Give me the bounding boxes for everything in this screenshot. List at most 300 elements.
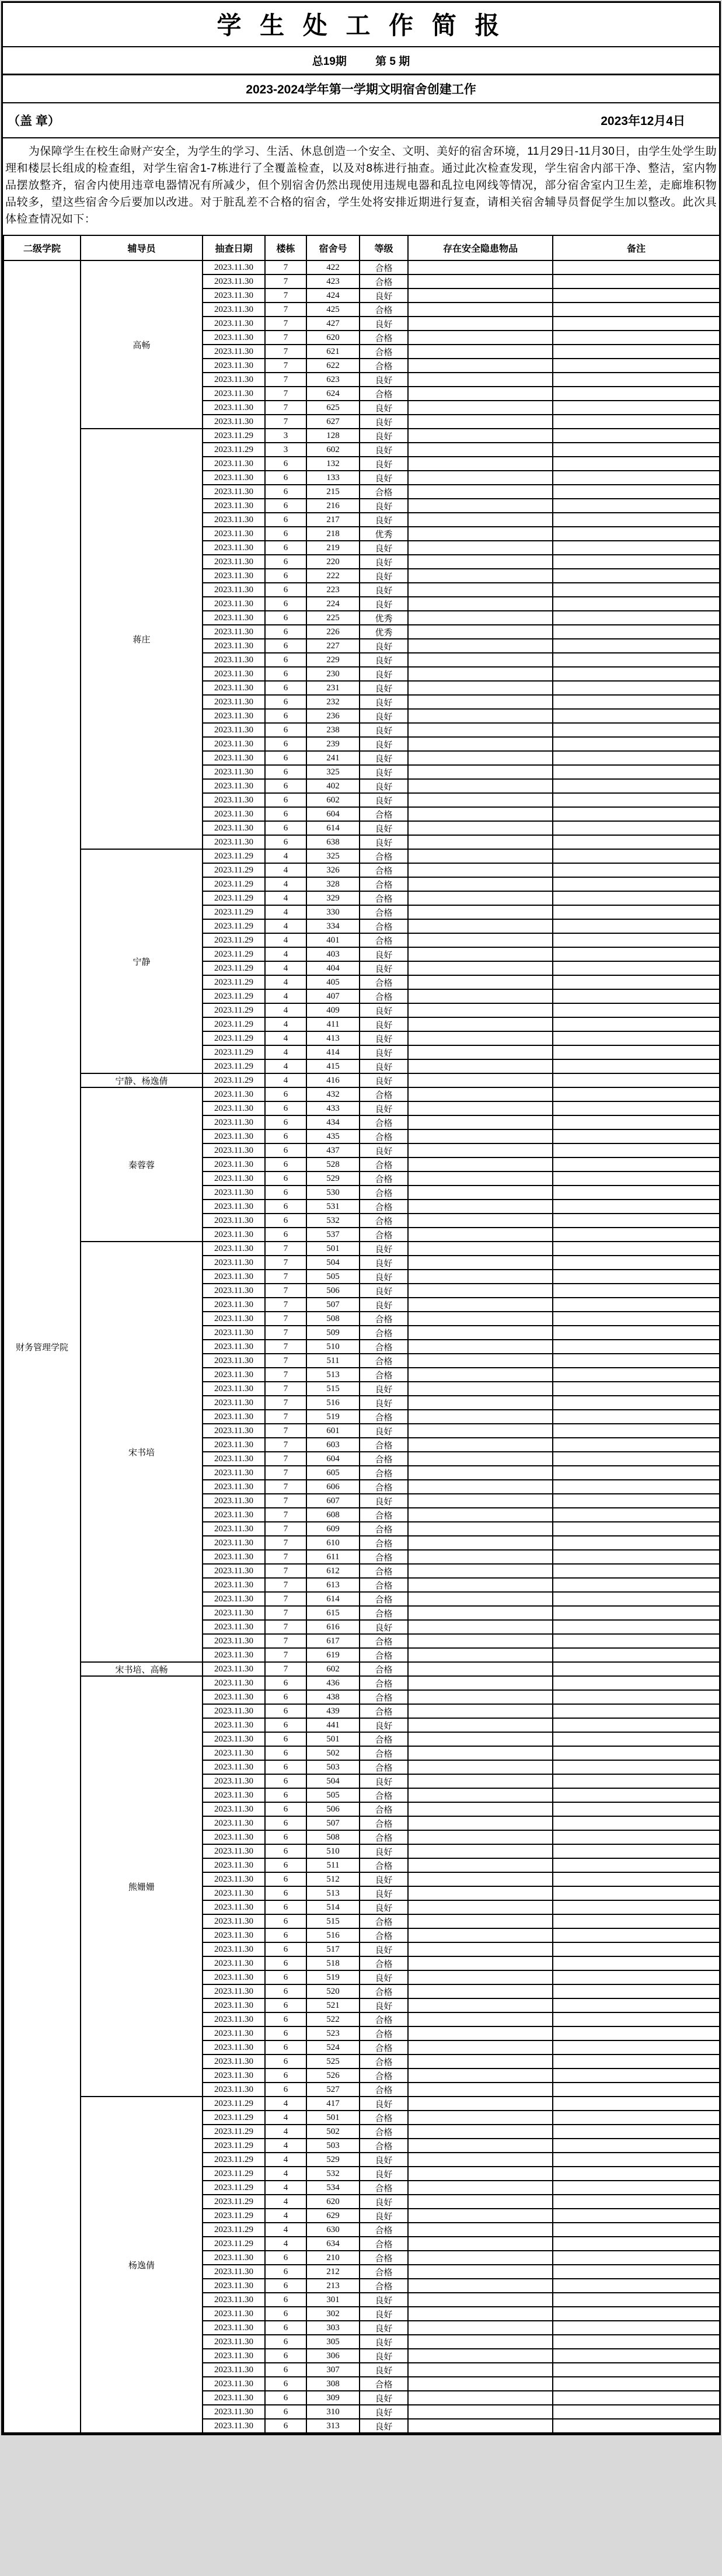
grade-cell: 合格	[360, 1186, 408, 1200]
date-cell: 2023.11.30	[203, 359, 265, 373]
room-cell: 524	[306, 2040, 360, 2054]
room-cell: 619	[306, 1648, 360, 1662]
grade-cell: 良好	[360, 1620, 408, 1634]
note-cell	[553, 2335, 720, 2349]
grade-cell: 合格	[360, 1984, 408, 1998]
note-cell	[553, 933, 720, 947]
room-cell: 602	[306, 443, 360, 457]
grade-cell: 合格	[360, 2069, 408, 2083]
note-cell	[553, 1326, 720, 1340]
date-cell: 2023.11.30	[203, 1087, 265, 1101]
counselor-cell: 蒋庄	[81, 429, 203, 849]
grade-cell: 良好	[360, 2405, 408, 2419]
grade-cell: 良好	[360, 288, 408, 303]
building-cell: 6	[265, 2293, 306, 2307]
room-cell: 303	[306, 2321, 360, 2335]
note-cell	[553, 1550, 720, 1564]
building-cell: 4	[265, 1017, 306, 1031]
date-cell: 2023.11.30	[203, 1662, 265, 1676]
date-cell: 2023.11.30	[203, 765, 265, 779]
room-cell: 537	[306, 1228, 360, 1242]
room-cell: 213	[306, 2279, 360, 2293]
date-cell: 2023.11.30	[203, 1872, 265, 1886]
date-cell: 2023.11.30	[203, 274, 265, 288]
grade-cell: 合格	[360, 1129, 408, 1143]
date-cell: 2023.11.30	[203, 1774, 265, 1788]
building-cell: 7	[265, 1354, 306, 1368]
room-cell: 422	[306, 260, 360, 274]
col-header-room: 宿舍号	[306, 235, 360, 260]
building-cell: 6	[265, 1942, 306, 1956]
date-cell: 2023.11.30	[203, 793, 265, 807]
note-cell	[553, 1256, 720, 1270]
grade-cell: 合格	[360, 2026, 408, 2040]
grade-cell: 合格	[360, 359, 408, 373]
note-cell	[553, 1732, 720, 1746]
date-cell: 2023.11.30	[203, 1242, 265, 1256]
date-cell: 2023.11.29	[203, 1003, 265, 1017]
grade-cell: 良好	[360, 2335, 408, 2349]
building-cell: 6	[265, 1760, 306, 1774]
room-cell: 519	[306, 1410, 360, 1424]
note-cell	[553, 821, 720, 835]
date-cell: 2023.11.30	[203, 667, 265, 681]
building-cell: 6	[265, 527, 306, 541]
date-cell: 2023.11.30	[203, 345, 265, 359]
note-cell	[553, 443, 720, 457]
building-cell: 6	[265, 1704, 306, 1718]
note-cell	[553, 1942, 720, 1956]
note-cell	[553, 513, 720, 527]
note-cell	[553, 2391, 720, 2405]
note-cell	[553, 387, 720, 401]
room-cell: 232	[306, 695, 360, 709]
room-cell: 620	[306, 331, 360, 345]
grade-cell: 良好	[360, 1382, 408, 1396]
hazard-cell	[408, 2097, 553, 2111]
grade-cell: 合格	[360, 2111, 408, 2125]
date-cell: 2023.11.30	[203, 1830, 265, 1844]
grade-cell: 良好	[360, 737, 408, 751]
grade-cell: 良好	[360, 779, 408, 793]
building-cell: 4	[265, 2139, 306, 2153]
date-cell: 2023.11.29	[203, 849, 265, 863]
building-cell: 6	[265, 2349, 306, 2363]
date-cell: 2023.11.29	[203, 443, 265, 457]
col-header-college: 二级学院	[4, 235, 81, 260]
date-cell: 2023.11.30	[203, 807, 265, 821]
building-cell: 7	[265, 1270, 306, 1284]
hazard-cell	[408, 1746, 553, 1760]
building-cell: 6	[265, 2251, 306, 2265]
date-cell: 2023.11.30	[203, 1606, 265, 1620]
room-cell: 509	[306, 1326, 360, 1340]
note-cell	[553, 1396, 720, 1410]
hazard-cell	[408, 1522, 553, 1536]
room-cell: 617	[306, 1634, 360, 1648]
hazard-cell	[408, 1508, 553, 1522]
date-cell: 2023.11.30	[203, 2293, 265, 2307]
room-cell: 529	[306, 1171, 360, 1186]
room-cell: 241	[306, 751, 360, 765]
note-cell	[553, 1466, 720, 1480]
grade-cell: 合格	[360, 1928, 408, 1942]
room-cell: 132	[306, 457, 360, 471]
grade-cell: 合格	[360, 1354, 408, 1368]
hazard-cell	[408, 1494, 553, 1508]
note-cell	[553, 863, 720, 877]
building-cell: 7	[265, 317, 306, 331]
building-cell: 7	[265, 1424, 306, 1438]
note-cell	[553, 1087, 720, 1101]
hazard-cell	[408, 779, 553, 793]
building-cell: 7	[265, 1564, 306, 1578]
room-cell: 506	[306, 1284, 360, 1298]
building-cell: 7	[265, 1438, 306, 1452]
date-cell: 2023.11.30	[203, 1970, 265, 1984]
grade-cell: 合格	[360, 975, 408, 989]
hazard-cell	[408, 1340, 553, 1354]
grade-cell: 合格	[360, 2279, 408, 2293]
date-cell: 2023.11.30	[203, 2026, 265, 2040]
date-cell: 2023.11.29	[203, 2209, 265, 2223]
building-cell: 6	[265, 569, 306, 583]
room-cell: 519	[306, 1970, 360, 1984]
date-cell: 2023.11.30	[203, 597, 265, 611]
room-cell: 437	[306, 1143, 360, 1157]
room-cell: 225	[306, 611, 360, 625]
hazard-cell	[408, 723, 553, 737]
note-cell	[553, 583, 720, 597]
note-cell	[553, 2026, 720, 2040]
hazard-cell	[408, 1410, 553, 1424]
building-cell: 6	[265, 625, 306, 639]
note-cell	[553, 597, 720, 611]
note-cell	[553, 499, 720, 513]
note-cell	[553, 1157, 720, 1171]
hazard-cell	[408, 2111, 553, 2125]
room-cell: 328	[306, 877, 360, 891]
room-cell: 403	[306, 947, 360, 961]
grade-cell: 合格	[360, 260, 408, 274]
date-cell: 2023.11.30	[203, 1564, 265, 1578]
counselor-cell: 杨逸倩	[81, 2097, 203, 2433]
room-cell: 529	[306, 2153, 360, 2167]
hazard-cell	[408, 821, 553, 835]
grade-cell: 合格	[360, 1606, 408, 1620]
room-cell: 220	[306, 555, 360, 569]
note-cell	[553, 485, 720, 499]
grade-cell: 良好	[360, 1396, 408, 1410]
room-cell: 305	[306, 2335, 360, 2349]
room-cell: 528	[306, 1157, 360, 1171]
building-cell: 7	[265, 415, 306, 429]
hazard-cell	[408, 2251, 553, 2265]
room-cell: 532	[306, 2167, 360, 2181]
room-cell: 620	[306, 2195, 360, 2209]
hazard-cell	[408, 2349, 553, 2363]
building-cell: 6	[265, 2083, 306, 2097]
room-cell: 326	[306, 863, 360, 877]
grade-cell: 合格	[360, 877, 408, 891]
room-cell: 436	[306, 1676, 360, 1690]
note-cell	[553, 891, 720, 905]
note-cell	[553, 1452, 720, 1466]
building-cell: 6	[265, 2040, 306, 2054]
note-cell	[553, 1270, 720, 1284]
hazard-cell	[408, 1886, 553, 1900]
hazard-cell	[408, 2307, 553, 2321]
date-cell: 2023.11.29	[203, 877, 265, 891]
date-cell: 2023.11.30	[203, 1816, 265, 1830]
note-cell	[553, 1129, 720, 1143]
date-cell: 2023.11.30	[203, 639, 265, 653]
hazard-cell	[408, 2054, 553, 2069]
note-cell	[553, 1788, 720, 1802]
note-cell	[553, 2321, 720, 2335]
building-cell: 7	[265, 1452, 306, 1466]
hazard-cell	[408, 1662, 553, 1676]
building-cell: 7	[265, 1298, 306, 1312]
college-cell: 财务管理学院	[4, 260, 81, 2433]
date-cell: 2023.11.30	[203, 1858, 265, 1872]
note-cell	[553, 709, 720, 723]
hazard-cell	[408, 1171, 553, 1186]
grade-cell: 合格	[360, 989, 408, 1003]
hazard-cell	[408, 2223, 553, 2237]
date-cell: 2023.11.30	[203, 1410, 265, 1424]
building-cell: 7	[265, 359, 306, 373]
date-cell: 2023.11.30	[203, 373, 265, 387]
briefing-document	[1, 1, 721, 2435]
date-cell: 2023.11.30	[203, 625, 265, 639]
grade-cell: 良好	[360, 1970, 408, 1984]
hazard-cell	[408, 583, 553, 597]
note-cell	[553, 2054, 720, 2069]
date-cell: 2023.11.29	[203, 975, 265, 989]
col-header-building: 楼栋	[265, 235, 306, 260]
hazard-cell	[408, 1816, 553, 1830]
hazard-cell	[408, 989, 553, 1003]
building-cell: 7	[265, 274, 306, 288]
room-cell: 438	[306, 1690, 360, 1704]
building-cell: 6	[265, 2405, 306, 2419]
hazard-cell	[408, 2012, 553, 2026]
grade-cell: 良好	[360, 1143, 408, 1157]
note-cell	[553, 471, 720, 485]
building-cell: 4	[265, 975, 306, 989]
grade-cell: 良好	[360, 667, 408, 681]
note-cell	[553, 1578, 720, 1592]
grade-cell: 良好	[360, 2321, 408, 2335]
room-cell: 216	[306, 499, 360, 513]
date-cell: 2023.11.30	[203, 1998, 265, 2012]
date-cell: 2023.11.30	[203, 303, 265, 317]
note-cell	[553, 849, 720, 863]
building-cell: 6	[265, 1858, 306, 1872]
hazard-cell	[408, 1284, 553, 1298]
date-cell: 2023.11.30	[203, 695, 265, 709]
note-cell	[553, 2405, 720, 2419]
room-cell: 402	[306, 779, 360, 793]
note-cell	[553, 1592, 720, 1606]
building-cell: 7	[265, 1536, 306, 1550]
hazard-cell	[408, 1059, 553, 1073]
grade-cell: 良好	[360, 1844, 408, 1858]
hazard-cell	[408, 1830, 553, 1844]
grade-cell: 合格	[360, 2139, 408, 2153]
grade-cell: 良好	[360, 569, 408, 583]
grade-cell: 合格	[360, 2237, 408, 2251]
building-cell: 7	[265, 1592, 306, 1606]
room-cell: 409	[306, 1003, 360, 1017]
hazard-cell	[408, 1115, 553, 1129]
grade-cell: 良好	[360, 695, 408, 709]
hazard-cell	[408, 2237, 553, 2251]
building-cell: 6	[265, 583, 306, 597]
hazard-cell	[408, 1718, 553, 1732]
grade-cell: 良好	[360, 1017, 408, 1031]
note-cell	[553, 303, 720, 317]
note-cell	[553, 961, 720, 975]
building-cell: 7	[265, 1340, 306, 1354]
building-cell: 7	[265, 1480, 306, 1494]
building-cell: 6	[265, 1886, 306, 1900]
note-cell	[553, 1228, 720, 1242]
date-cell: 2023.11.30	[203, 288, 265, 303]
hazard-cell	[408, 1326, 553, 1340]
room-cell: 530	[306, 1186, 360, 1200]
hazard-cell	[408, 443, 553, 457]
note-cell	[553, 1059, 720, 1073]
hazard-cell	[408, 1129, 553, 1143]
note-cell	[553, 2139, 720, 2153]
grade-cell: 合格	[360, 1087, 408, 1101]
room-cell: 405	[306, 975, 360, 989]
building-cell: 6	[265, 1718, 306, 1732]
hazard-cell	[408, 471, 553, 485]
note-cell	[553, 1242, 720, 1256]
date-cell: 2023.11.29	[203, 2181, 265, 2195]
grade-cell: 合格	[360, 1592, 408, 1606]
hazard-cell	[408, 1200, 553, 1214]
hazard-cell	[408, 2419, 553, 2433]
building-cell: 7	[265, 345, 306, 359]
building-cell: 6	[265, 2069, 306, 2083]
date-cell: 2023.11.30	[203, 1214, 265, 1228]
building-cell: 6	[265, 695, 306, 709]
room-cell: 517	[306, 1942, 360, 1956]
hazard-cell	[408, 1676, 553, 1690]
note-cell	[553, 317, 720, 331]
building-cell: 4	[265, 891, 306, 905]
date-cell: 2023.11.30	[203, 611, 265, 625]
hazard-cell	[408, 2153, 553, 2167]
building-cell: 7	[265, 1606, 306, 1620]
room-cell: 227	[306, 639, 360, 653]
hazard-cell	[408, 891, 553, 905]
grade-cell: 良好	[360, 2153, 408, 2167]
date-cell: 2023.11.30	[203, 260, 265, 274]
room-cell: 604	[306, 1452, 360, 1466]
hazard-cell	[408, 1998, 553, 2012]
building-cell: 4	[265, 1045, 306, 1059]
grade-cell: 优秀	[360, 527, 408, 541]
date-cell: 2023.11.29	[203, 863, 265, 877]
room-cell: 603	[306, 1438, 360, 1452]
table-row	[4, 429, 720, 443]
grade-cell: 良好	[360, 1284, 408, 1298]
grade-cell: 合格	[360, 1788, 408, 1802]
building-cell: 7	[265, 1522, 306, 1536]
building-cell: 7	[265, 387, 306, 401]
date-cell: 2023.11.30	[203, 1718, 265, 1732]
date-cell: 2023.11.29	[203, 961, 265, 975]
note-cell	[553, 1914, 720, 1928]
room-cell: 638	[306, 835, 360, 849]
grade-cell: 合格	[360, 1914, 408, 1928]
room-cell: 128	[306, 429, 360, 443]
building-cell: 7	[265, 1284, 306, 1298]
date-cell: 2023.11.30	[203, 1690, 265, 1704]
note-cell	[553, 611, 720, 625]
building-cell: 6	[265, 2377, 306, 2391]
building-cell: 6	[265, 2265, 306, 2279]
room-cell: 334	[306, 919, 360, 933]
date-cell: 2023.11.29	[203, 989, 265, 1003]
building-cell: 6	[265, 1872, 306, 1886]
stamp-placeholder: （盖 章）	[8, 114, 60, 128]
room-cell: 506	[306, 1802, 360, 1816]
room-cell: 215	[306, 485, 360, 499]
note-cell	[553, 1115, 720, 1129]
note-cell	[553, 1956, 720, 1970]
room-cell: 602	[306, 1662, 360, 1676]
date-cell: 2023.11.30	[203, 1550, 265, 1564]
note-cell	[553, 1690, 720, 1704]
date-cell: 2023.11.30	[203, 1732, 265, 1746]
grade-cell: 合格	[360, 1480, 408, 1494]
building-cell: 6	[265, 2279, 306, 2293]
hazard-cell	[408, 260, 553, 274]
building-cell: 6	[265, 2391, 306, 2405]
table-row	[4, 260, 720, 274]
hazard-cell	[408, 317, 553, 331]
room-cell: 212	[306, 2265, 360, 2279]
date-cell: 2023.11.30	[203, 457, 265, 471]
building-cell: 4	[265, 1003, 306, 1017]
building-cell: 6	[265, 485, 306, 499]
grade-cell: 良好	[360, 1942, 408, 1956]
date-cell: 2023.11.30	[203, 2377, 265, 2391]
note-cell	[553, 793, 720, 807]
building-cell: 6	[265, 1157, 306, 1171]
grade-cell: 合格	[360, 1340, 408, 1354]
building-cell: 6	[265, 1844, 306, 1858]
hazard-cell	[408, 1900, 553, 1914]
col-header-note: 备注	[553, 235, 720, 260]
room-cell: 325	[306, 765, 360, 779]
grade-cell: 合格	[360, 485, 408, 499]
room-cell: 502	[306, 2125, 360, 2139]
hazard-cell	[408, 1914, 553, 1928]
grade-cell: 合格	[360, 1214, 408, 1228]
grade-cell: 合格	[360, 1816, 408, 1830]
hazard-cell	[408, 1620, 553, 1634]
hazard-cell	[408, 1928, 553, 1942]
room-cell: 307	[306, 2363, 360, 2377]
hazard-cell	[408, 415, 553, 429]
